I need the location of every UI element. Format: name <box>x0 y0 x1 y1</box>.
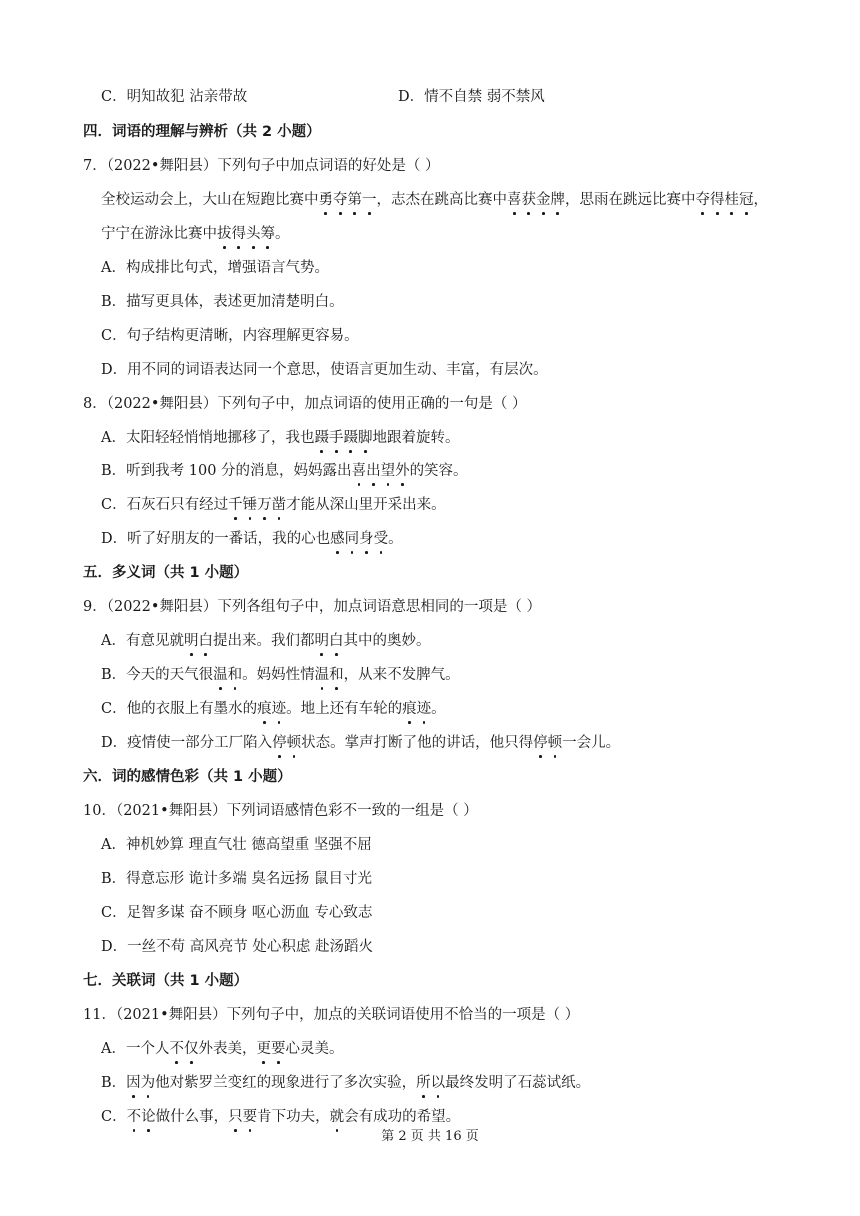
emphasized-word <box>352 463 410 479</box>
text-segment: 一会儿。 <box>562 735 621 751</box>
q7-stem: 7．（2022•舞阳县）下列句子中加点词语的好处是（ ） <box>83 158 440 174</box>
emphasis-char: 白 <box>198 633 213 649</box>
emphasis-char: 万 <box>257 497 272 513</box>
text-segment: 的笑容。 <box>409 463 468 479</box>
emphasized-word <box>257 701 286 717</box>
emphasized-word <box>213 667 242 683</box>
emphasis-char: 金 <box>536 192 551 208</box>
emphasis-char: 得 <box>710 192 725 208</box>
q8-option-a <box>101 428 459 448</box>
emphasis-char: 就 <box>329 1109 345 1125</box>
emphasis-char: 望 <box>380 463 396 479</box>
q7-option-b: B．描写更具体，表述更加清楚明白。 <box>101 294 344 310</box>
emphasis-char: 所 <box>416 1075 431 1091</box>
emphasis-char: 顿 <box>286 735 302 751</box>
emphasis-char: 受 <box>373 531 389 547</box>
emphasized-word <box>228 1109 257 1125</box>
section-4-heading: 四．词语的理解与辨析（共 2 小题） <box>83 124 321 140</box>
emphasis-char: 勇 <box>318 192 333 208</box>
q11-stem: 11．（2021•舞阳县）下列句子中，加点的关联词语使用不恰当的一项是（ ） <box>83 1007 580 1023</box>
q10-option-b: B．得意忘形 诡计多端 臭名远扬 鼠目寸光 <box>101 871 372 887</box>
q11-option-c <box>101 1107 460 1127</box>
text-segment: 。 <box>431 701 446 717</box>
emphasized-word <box>402 701 431 717</box>
text-segment: ，思雨在跳远比赛中 <box>565 192 696 208</box>
emphasis-char: 痕 <box>257 701 272 717</box>
text-segment: 状态。掌声打断了他的讲话，他只得 <box>301 735 534 751</box>
text-segment: ，志杰在跳高比赛中 <box>376 192 507 208</box>
emphasis-char: 迹 <box>416 701 432 717</box>
q6-option-d: D．情不自禁 弱不禁风 <box>398 89 545 105</box>
emphasized-word <box>330 531 388 547</box>
emphasized-word <box>314 430 372 446</box>
emphasis-char: 蹑 <box>343 430 358 446</box>
q7-passage-line-1 <box>101 190 768 210</box>
emphasis-char: 因 <box>126 1075 141 1091</box>
q10-option-c: C．足智多谋 奋不顾身 呕心沥血 专心致志 <box>101 905 373 921</box>
emphasis-char: 只 <box>228 1109 243 1125</box>
text-segment: A．有意见就 <box>101 633 184 649</box>
q9-option-b <box>101 665 460 685</box>
emphasis-char: 要 <box>242 1109 258 1125</box>
emphasis-char: 更 <box>256 1041 271 1057</box>
emphasis-char: 和 <box>227 667 243 683</box>
emphasis-char: 头 <box>246 226 261 242</box>
section-5-heading: 五．多义词（共 1 小题） <box>83 565 249 581</box>
text-segment: 提出来。我们都 <box>212 633 315 649</box>
q8-option-c <box>101 495 446 515</box>
emphasis-char: 一 <box>362 192 377 208</box>
emphasis-char: 论 <box>141 1109 156 1125</box>
text-segment: 。地上还有车轮的 <box>286 701 403 717</box>
emphasis-char: 以 <box>430 1075 446 1091</box>
text-segment: 。 <box>275 226 290 242</box>
emphasis-char: 温 <box>314 667 330 683</box>
emphasis-char: 第 <box>347 192 362 208</box>
text-segment: 。妈妈性情 <box>242 667 315 683</box>
emphasis-char: 获 <box>521 192 536 208</box>
emphasis-char: 夺 <box>695 192 710 208</box>
section-7-heading: 七．关联词（共 1 小题） <box>83 973 249 989</box>
emphasis-char: 白 <box>328 633 344 649</box>
text-segment: 会有成功的希望。 <box>344 1109 461 1125</box>
emphasized-word <box>315 667 344 683</box>
q7-option-a: A．构成排比句式，增强语言气势。 <box>101 260 329 276</box>
text-segment: 。 <box>388 531 403 547</box>
emphasis-char: 仅 <box>183 1041 199 1057</box>
emphasis-char: 得 <box>231 226 246 242</box>
text-segment: 肯下功夫， <box>257 1109 330 1125</box>
emphasis-char: 喜 <box>351 463 367 479</box>
text-segment: A．一个人 <box>101 1041 170 1057</box>
emphasized-word <box>272 735 301 751</box>
emphasis-char: 和 <box>329 667 344 683</box>
emphasized-word <box>507 192 565 208</box>
q7-passage-line-2 <box>101 224 290 244</box>
emphasis-char: 牌 <box>550 192 565 208</box>
emphasis-char: 迹 <box>271 701 287 717</box>
emphasized-word <box>228 497 286 513</box>
emphasis-char: 冠 <box>739 192 754 208</box>
text-segment: 才能从深山里开采出来。 <box>286 497 446 513</box>
emphasis-char: 筹 <box>260 226 275 242</box>
text-segment: 最终发明了石蕊试纸。 <box>445 1075 591 1091</box>
emphasis-char: 蹑 <box>314 430 329 446</box>
text-segment: 地跟着旋转。 <box>372 430 460 446</box>
q6-option-c: C．明知故犯 沾亲带故 <box>101 89 248 105</box>
emphasized-word <box>127 1109 156 1125</box>
emphasized-word <box>416 1075 445 1091</box>
emphasis-char: 拔 <box>217 226 232 242</box>
q9-stem: 9．（2022•舞阳县）下列各组句子中，加点词语意思相同的一项是（ ） <box>83 599 542 615</box>
emphasis-char: 外 <box>395 463 410 479</box>
text-segment: C．石灰石只有经过 <box>101 497 229 513</box>
q9-option-d <box>101 733 620 753</box>
emphasis-char: 千 <box>228 497 243 513</box>
q11-option-b <box>101 1073 590 1093</box>
text-segment: ，从来不发脾气。 <box>343 667 460 683</box>
emphasized-word <box>169 1041 198 1057</box>
text-segment: D．疫情使一部分工厂陷入 <box>101 735 273 751</box>
text-segment: 宁宁在游泳比赛中 <box>101 226 217 242</box>
text-segment: 其中的奥妙。 <box>343 633 431 649</box>
text-segment: 他对紫罗兰变红的现象进行了多次实验， <box>155 1075 417 1091</box>
emphasis-char: 明 <box>183 633 199 649</box>
emphasis-char: 痕 <box>402 701 417 717</box>
emphasis-char: 停 <box>533 735 548 751</box>
q9-option-a <box>101 631 430 651</box>
text-segment: 心灵美。 <box>285 1041 344 1057</box>
emphasis-char: 要 <box>270 1041 286 1057</box>
q8-option-b <box>101 461 468 481</box>
emphasis-char: 不 <box>169 1041 184 1057</box>
emphasis-char: 身 <box>359 531 374 547</box>
text-segment: 做什么事， <box>155 1109 229 1125</box>
text-segment: D．听了好朋友的一番话，我的心也 <box>101 531 331 547</box>
emphasis-char: 脚 <box>357 430 373 446</box>
emphasized-word <box>314 633 343 649</box>
q10-stem: 10．（2021•舞阳县）下列词语感情色彩不一致的一组是（ ） <box>83 803 478 819</box>
emphasis-char: 顿 <box>547 735 563 751</box>
q7-option-d: D．用不同的词语表达同一个意思，使语言更加生动、丰富，有层次。 <box>101 362 548 378</box>
text-segment: B．听到我考 100 分的消息，妈妈露出 <box>101 463 352 479</box>
emphasized-word <box>217 226 275 242</box>
q10-option-d: D．一丝不苟 高风亮节 处心积虑 赴汤蹈火 <box>101 939 373 955</box>
emphasis-char: 停 <box>272 735 287 751</box>
emphasis-char: 锤 <box>242 497 258 513</box>
emphasis-char: 凿 <box>271 497 287 513</box>
q8-option-d <box>101 529 403 549</box>
emphasized-word <box>696 192 754 208</box>
page-footer: 第 2 页 共 16 页 <box>381 1129 479 1144</box>
emphasized-word <box>319 192 377 208</box>
text-segment: C． <box>101 1109 127 1125</box>
emphasized-word <box>533 735 562 751</box>
emphasis-char: 出 <box>366 463 381 479</box>
q9-option-c <box>101 699 446 719</box>
emphasized-word <box>256 1041 285 1057</box>
emphasis-char: 手 <box>328 430 344 446</box>
emphasized-word <box>330 1109 345 1125</box>
emphasis-char: 同 <box>344 531 360 547</box>
emphasis-char: 为 <box>140 1075 156 1091</box>
q10-option-a: A．神机妙算 理直气壮 德高望重 坚强不屈 <box>101 837 372 853</box>
q11-option-a <box>101 1039 343 1059</box>
section-6-heading: 六．词的感情色彩（共 1 小题） <box>83 769 292 785</box>
text-segment: B． <box>101 1075 127 1091</box>
text-segment: A．太阳轻轻悄悄地挪移了，我也 <box>101 430 315 446</box>
text-segment: 全校运动会上，大山在短跑比赛中 <box>101 192 319 208</box>
text-segment: B．今天的天气很 <box>101 667 214 683</box>
emphasized-word <box>184 633 213 649</box>
emphasis-char: 夺 <box>333 192 348 208</box>
emphasized-word <box>126 1075 155 1091</box>
text-segment: C．他的衣服上有墨水的 <box>101 701 258 717</box>
q7-option-c: C．句子结构更清晰，内容理解更容易。 <box>101 328 359 344</box>
q8-stem: 8．（2022•舞阳县）下列句子中，加点词语的使用正确的一句是（ ） <box>83 396 527 412</box>
emphasis-char: 不 <box>126 1109 142 1125</box>
emphasis-char: 桂 <box>724 192 739 208</box>
emphasis-char: 明 <box>314 633 329 649</box>
text-segment: ， <box>753 192 768 208</box>
emphasis-char: 感 <box>330 531 345 547</box>
text-segment: 外表美， <box>198 1041 257 1057</box>
emphasis-char: 温 <box>213 667 228 683</box>
emphasis-char: 喜 <box>507 192 522 208</box>
